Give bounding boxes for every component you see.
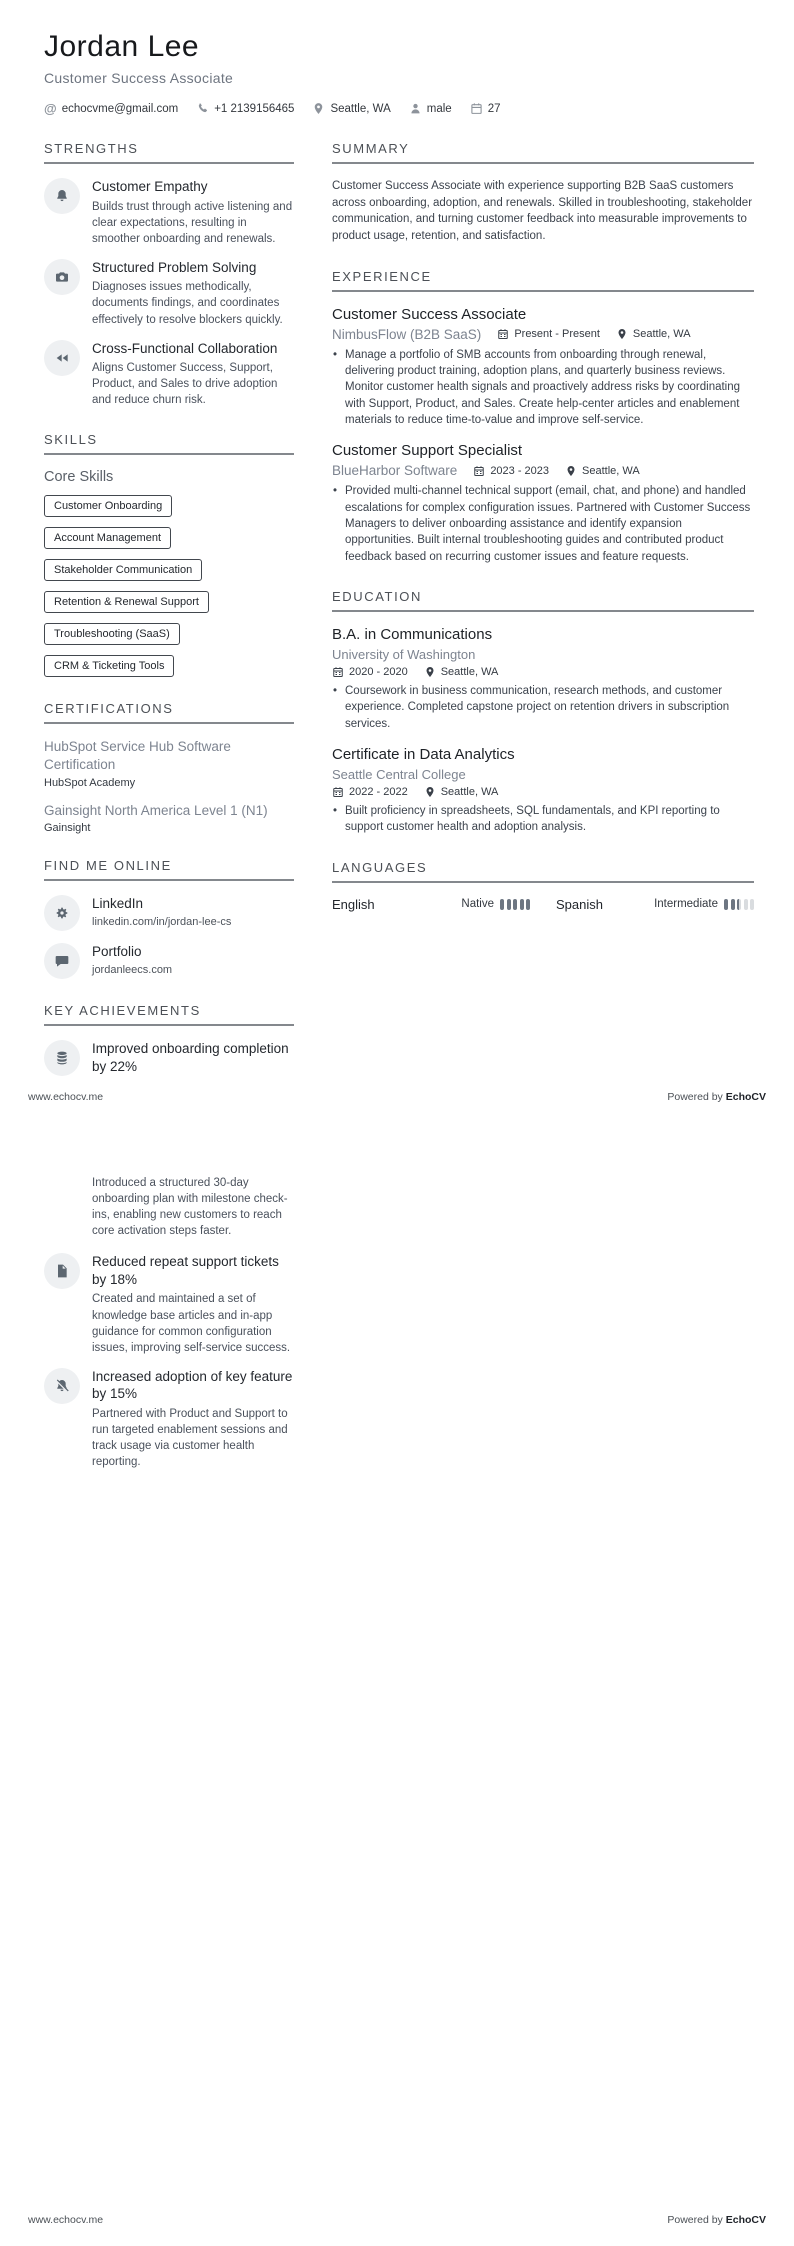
- strength-title: Structured Problem Solving: [92, 259, 257, 275]
- strengths-heading: STRENGTHS: [44, 141, 294, 164]
- strength-desc: Builds trust through active listening and clear expectations, resulting in smoother onboarding and renewals.: [92, 200, 293, 245]
- certification-title: Gainsight North America Level 1 (N1): [44, 802, 268, 818]
- contact-age: [470, 102, 501, 115]
- footer-site-link[interactable]: www.echocv.me: [28, 1091, 104, 1103]
- education-bullet: • Built proficiency in spreadsheets, SQL fundamentals, and KPI reporting to support customer health and adoption analysis.: [332, 803, 754, 836]
- footer-powered-by: Powered by EchoCV: [667, 1091, 766, 1103]
- education-entry: [332, 626, 754, 732]
- section-education: [332, 589, 754, 836]
- section-experience: [332, 269, 754, 565]
- language-name: English: [332, 896, 375, 912]
- location-pin-icon: [312, 102, 325, 115]
- calendar-icon: [470, 102, 483, 115]
- gear-icon: [54, 905, 70, 921]
- achievement-desc: Introduced a structured 30-day onboarding plan with milestone check-ins, enabling new customers to reach core activation steps faster.: [92, 1177, 288, 1238]
- strength-item: [44, 259, 294, 328]
- location-pin-icon: [424, 786, 436, 798]
- job-dates: 2023 - 2023: [473, 465, 549, 477]
- chat-bubble-icon: [54, 953, 70, 969]
- education-dates: 2022 - 2022: [332, 786, 408, 798]
- section-languages: [332, 860, 754, 912]
- skill-chip: Retention & Renewal Support: [44, 591, 209, 613]
- skill-chip: Stakeholder Communication: [44, 559, 202, 581]
- education-dates: 2020 - 2020: [332, 666, 408, 678]
- left-column-continued: [44, 1153, 294, 1470]
- online-profile-label: LinkedIn: [92, 896, 144, 912]
- online-profile-item: [44, 943, 294, 979]
- resume-header: [44, 30, 754, 115]
- database-icon: [54, 1050, 70, 1066]
- footer-powered-by: Powered by EchoCV: [667, 2214, 766, 2226]
- online-profile-label: Portfolio: [92, 944, 142, 960]
- job-title: Customer Support Specialist: [332, 442, 523, 460]
- contact-phone: [196, 102, 294, 115]
- location-pin-icon: [424, 666, 436, 678]
- degree-title: Certificate in Data Analytics: [332, 745, 515, 763]
- contact-gender-text: male: [426, 102, 452, 115]
- achievement-desc: Created and maintained a set of knowledge base articles and in-app guidance for common configuration issues, improving self-service success.: [92, 1293, 291, 1354]
- education-location: Seattle, WA: [424, 786, 499, 798]
- level-bar: [513, 899, 517, 910]
- strength-desc: Diagnoses issues methodically, documents findings, and coordinates effectively to resolve blockers quickly.: [92, 281, 283, 326]
- achievement-item: [44, 1040, 294, 1078]
- bell-off-icon: [54, 1378, 70, 1394]
- level-bar: [737, 899, 741, 910]
- section-summary: [332, 141, 754, 245]
- achievement-title: Improved onboarding completion by 22%: [92, 1041, 289, 1074]
- skill-chip: Customer Onboarding: [44, 495, 172, 517]
- experience-entry: [332, 306, 754, 429]
- language-item: [556, 897, 754, 912]
- right-column: [332, 141, 754, 1102]
- footer-site-link[interactable]: www.echocv.me: [28, 2214, 104, 2226]
- language-level-bars: [500, 899, 530, 910]
- achievement-title: Reduced repeat support tickets by 18%: [92, 1254, 279, 1287]
- language-name: Spanish: [556, 896, 603, 912]
- online-profile-url[interactable]: jordanleecs.com: [92, 963, 173, 976]
- calendar-icon: [473, 465, 485, 477]
- degree-title: B.A. in Communications: [332, 625, 493, 643]
- skills-heading: SKILLS: [44, 432, 294, 455]
- strength-item: [44, 340, 294, 409]
- achievement-item: [44, 1253, 294, 1355]
- at-icon: @: [44, 101, 57, 116]
- contact-age-text: 27: [487, 102, 501, 115]
- level-bar: [744, 899, 748, 910]
- certification-item: [44, 738, 294, 788]
- skills-group-label: Core Skills: [44, 469, 114, 486]
- section-certifications: [44, 701, 294, 834]
- level-bar: [526, 899, 530, 910]
- achievement-title: Increased adoption of key feature by 15%: [92, 1368, 293, 1402]
- contact-location-text: Seattle, WA: [330, 102, 391, 115]
- online-profile-item: [44, 895, 294, 931]
- skill-chip: Troubleshooting (SaaS): [44, 623, 180, 645]
- job-title: Customer Success Associate: [332, 305, 527, 323]
- strength-title: Cross-Functional Collaboration: [92, 340, 278, 356]
- job-location: Seattle, WA: [565, 465, 640, 477]
- find-me-online-heading: FIND ME ONLINE: [44, 858, 294, 881]
- experience-entry: [332, 442, 754, 565]
- contact-gender: [409, 102, 452, 115]
- online-profile-url[interactable]: linkedin.com/in/jordan-lee-cs: [92, 915, 232, 928]
- brand-name: EchoCV: [725, 1091, 766, 1103]
- certifications-heading: CERTIFICATIONS: [44, 701, 294, 724]
- strength-item: [44, 178, 294, 247]
- languages-heading: LANGUAGES: [332, 860, 754, 883]
- summary-heading: SUMMARY: [332, 141, 754, 164]
- education-entry: [332, 746, 754, 836]
- contact-email-text[interactable]: echocvme@gmail.com: [61, 102, 179, 115]
- education-heading: EDUCATION: [332, 589, 754, 612]
- section-find-me-online: [44, 858, 294, 979]
- skill-chip: Account Management: [44, 527, 171, 549]
- education-bullet: • Coursework in business communication, research methods, and customer experience. Completed capstone project on retention drivers in subscription services.: [332, 683, 754, 732]
- resume-page-2: [0, 1123, 794, 2246]
- phone-icon: [196, 102, 209, 115]
- calendar-icon: [332, 786, 344, 798]
- certification-org: Gainsight: [44, 822, 91, 835]
- level-bar: [724, 899, 728, 910]
- education-location: Seattle, WA: [424, 666, 499, 678]
- left-column: [44, 141, 294, 1102]
- level-bar: [520, 899, 524, 910]
- language-level-bars: [724, 899, 754, 910]
- job-bullet: • Manage a portfolio of SMB accounts from onboarding through renewal, delivering product training, adoption plans, and quarterly business reviews. Monitor customer health signals and proactively address risks by coordinating with Support, Product, and Sales. Create help-center articles and enablement materials to reduce time-to-value and improve self-service.: [332, 347, 754, 429]
- contact-phone-text: +1 2139156465: [214, 102, 295, 115]
- section-strengths: [44, 141, 294, 408]
- calendar-icon: [497, 328, 509, 340]
- level-bar: [731, 899, 735, 910]
- level-bar: [507, 899, 511, 910]
- contact-location: [312, 102, 390, 115]
- achievement-item: [44, 1368, 294, 1470]
- rewind-icon: [54, 350, 70, 366]
- summary-text: Customer Success Associate with experience supporting B2B SaaS customers across onboarding, adoption, and renewals. Skilled in troubleshooting, stakeholder communication, and turning customer feedback into measurable improvements to product usage, retention, and satisfaction.: [332, 180, 753, 243]
- contact-email: [44, 102, 178, 115]
- school-name: University of Washington: [332, 646, 476, 662]
- level-bar: [500, 899, 504, 910]
- company-name: BlueHarbor Software: [332, 463, 458, 479]
- level-bar: [750, 899, 754, 910]
- contact-row: [44, 102, 754, 115]
- key-achievements-heading: KEY ACHIEVEMENTS: [44, 1003, 294, 1026]
- job-bullet: • Provided multi-channel technical support (email, chat, and phone) and handled escalations for complex configuration issues. Partnered with Customer Success Managers to deliver onboarding assistance and identify expansion opportunities. Built internal troubleshooting guides and contributed product feedback based on recurring customer issues and feature requests.: [332, 483, 754, 565]
- certification-title: HubSpot Service Hub Software Certification: [44, 739, 231, 773]
- brand-name: EchoCV: [725, 2214, 766, 2226]
- company-name: NimbusFlow (B2B SaaS): [332, 326, 482, 342]
- language-level-label: Intermediate: [654, 898, 718, 911]
- job-headline: Customer Success Associate: [44, 70, 234, 86]
- skills-chip-list: [44, 495, 294, 677]
- language-item: [332, 897, 530, 912]
- file-icon: [54, 1263, 70, 1279]
- calendar-icon: [332, 666, 344, 678]
- camera-icon: [54, 269, 70, 285]
- job-location: Seattle, WA: [616, 328, 691, 340]
- school-name: Seattle Central College: [332, 766, 466, 782]
- strength-title: Customer Empathy: [92, 179, 208, 194]
- experience-heading: EXPERIENCE: [332, 269, 754, 292]
- location-pin-icon: [565, 465, 577, 477]
- person-icon: [409, 102, 422, 115]
- page-footer: [28, 1091, 766, 1103]
- strength-desc: Aligns Customer Success, Support, Product, and Sales to drive adoption and reduce churn risk.: [92, 362, 278, 407]
- section-skills: [44, 432, 294, 677]
- page-title: Jordan Lee: [44, 30, 200, 63]
- achievement-desc: Partnered with Product and Support to run targeted enablement sessions and track usage via customer health reporting.: [92, 1407, 288, 1469]
- skill-chip: CRM & Ticketing Tools: [44, 655, 174, 677]
- certification-org: HubSpot Academy: [44, 776, 136, 789]
- job-dates: Present - Present: [497, 328, 600, 340]
- bell-icon: [54, 188, 70, 204]
- certification-item: [44, 802, 294, 835]
- section-key-achievements: [44, 1003, 294, 1078]
- location-pin-icon: [616, 328, 628, 340]
- page-footer: [28, 2214, 766, 2226]
- language-level-label: Native: [461, 898, 494, 911]
